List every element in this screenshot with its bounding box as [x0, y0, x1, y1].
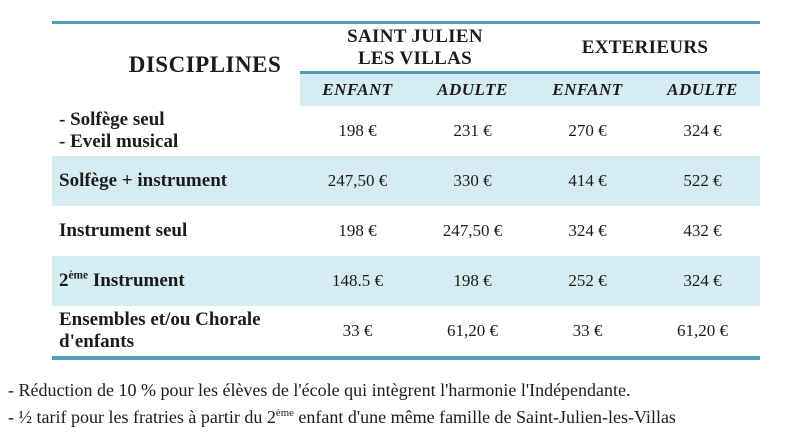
table-header: [52, 24, 760, 106]
subheader-enfant-ext: ENFANT: [552, 80, 623, 99]
price-cell: 432 €: [683, 221, 722, 240]
row-label-rest: Instrument: [88, 269, 185, 291]
subheader-band: [300, 71, 760, 106]
price-cell: 198 €: [338, 221, 377, 240]
price-cell: 330 €: [453, 171, 492, 190]
price-cell: 61,20 €: [677, 321, 728, 340]
footnote-superscript: ème: [275, 407, 294, 419]
row-label-line1: Ensembles et/ou Chorale d'enfants: [59, 308, 261, 352]
price-cell: 231 €: [453, 121, 492, 140]
group-header-line2: LES VILLAS: [357, 47, 473, 69]
row-label: [52, 206, 300, 256]
subheader-adulte-ext: ADULTE: [667, 80, 738, 99]
row-label-line1: [59, 270, 300, 292]
disciplines-header: DISCIPLINES: [128, 52, 282, 77]
row-label: [52, 306, 300, 356]
price-cell: 324 €: [683, 271, 722, 290]
footnote-text-post: enfant d'une même famille de Saint-Julien-les-Villas: [293, 407, 676, 427]
table-row-solfege-seul: [52, 106, 760, 156]
footnote-reduction: - Réduction de 10 % pour les élèves de l'école qui intègrent l'harmonie l'Indépendante.: [8, 380, 631, 400]
table-row-instrument-seul: [52, 206, 760, 256]
row-label-number: 2: [59, 269, 69, 291]
group-header-saint-julien: [300, 24, 530, 71]
price-cell: 414 €: [568, 171, 607, 190]
price-cell: 33 €: [572, 321, 603, 340]
group-header-label: EXTERIEURS: [581, 36, 709, 58]
price-cell: 148.5 €: [332, 271, 383, 290]
subheader-adulte-sjv: ADULTE: [437, 80, 508, 99]
group-header-exterieurs: [530, 24, 760, 71]
group-header-row: [300, 24, 760, 71]
group-header-line1: SAINT JULIEN: [347, 26, 483, 48]
table-row-solfege-instrument: [52, 156, 760, 206]
price-cell: 198 €: [338, 121, 377, 140]
price-cell: 270 €: [568, 121, 607, 140]
price-cell: 247,50 €: [327, 171, 388, 190]
price-cell: 61,20 €: [447, 321, 498, 340]
row-label-line1: Instrument seul: [59, 219, 188, 241]
header-right: [300, 24, 760, 106]
price-cell: 198 €: [453, 271, 492, 290]
table-row-ensembles-chorale: [52, 306, 760, 356]
price-cell: 33 €: [342, 321, 373, 340]
price-cell: 252 €: [568, 271, 607, 290]
row-label-line1: Solfège + instrument: [59, 169, 228, 191]
table-row-deuxieme-instrument: [52, 256, 760, 306]
row-label-line1: - Solfège seul: [59, 108, 165, 130]
price-cell: 247,50 €: [442, 221, 503, 240]
row-label: [52, 256, 300, 306]
tariff-table: [52, 21, 760, 360]
row-label-line2: - Eveil musical: [59, 131, 179, 152]
footnote-text-pre: - ½ tarif pour les fratries à partir du 2: [8, 407, 276, 427]
row-label: [52, 106, 300, 156]
price-cell: 324 €: [568, 221, 607, 240]
row-label-superscript: ème: [68, 269, 89, 282]
footnote-demi-tarif: [8, 404, 676, 431]
footnotes: [8, 377, 676, 431]
price-cell: 324 €: [683, 121, 722, 140]
price-cell: 522 €: [683, 171, 722, 190]
row-label: [52, 156, 300, 206]
subheader-enfant-sjv: ENFANT: [322, 80, 393, 99]
